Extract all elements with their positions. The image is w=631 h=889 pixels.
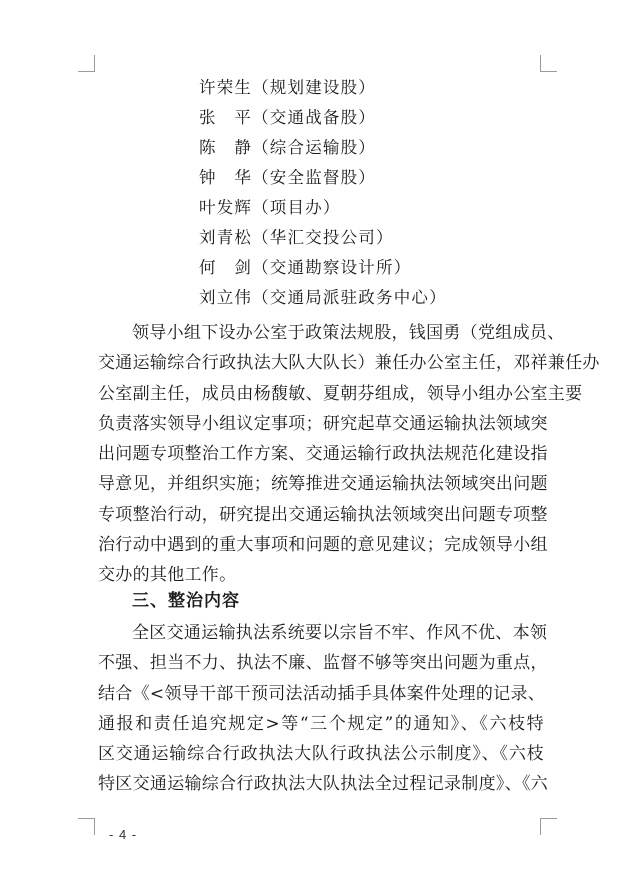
member-name: 许荣生 [199,78,253,97]
crop-mark-bottom-left [78,818,95,835]
paragraph-line: 交通运输综合行政执法大队大队长）兼任办公室主任，邓祥兼任办 [98,353,600,374]
paragraph-line: 结合《<领导干部干预司法活动插手具体案件处理的记录、 [98,683,546,704]
member-name: 叶发辉 [199,198,253,217]
member-dept: （交通局派驻政务中心） [252,288,447,307]
paragraph-line: 通报和责任追究规定>等“三个规定”的通知》、《六枝特 [98,713,544,734]
member-line [199,227,394,249]
paragraph-line: 区交通运输综合行政执法大队行政执法公示制度》、《六枝 [98,744,544,765]
member-dept: （交通战备股） [252,108,377,127]
member-line [199,107,376,129]
member-name: 何 剑 [199,258,253,277]
member-line [199,197,341,219]
member-dept: （项目办） [252,198,341,217]
office-paragraph [98,318,600,591]
crop-mark-top-right [540,55,557,72]
paragraph-line: 负责落实领导小组议定事项；研究起草交通运输执法领域突 [98,413,548,434]
content-paragraph [98,618,549,800]
member-dept: （安全监督股） [252,168,377,187]
member-name: 刘立伟 [199,288,253,307]
member-line [199,77,376,99]
paragraph-line: 治行动中遇到的重大事项和问题的意见建议；完成领导小组 [98,535,548,556]
member-line [199,257,411,279]
member-line [199,287,447,309]
member-line [199,167,376,189]
member-dept: （华汇交投公司） [252,228,394,247]
crop-mark-top-left [78,55,95,72]
paragraph-line: 导意见，并组织实施；统筹推进交通运输执法领域突出问题 [98,474,548,495]
paragraph-line: 领导小组下设办公室于政策法规股，钱国勇（党组成员、 [132,323,565,343]
paragraph-line: 全区交通运输执法系统要以宗旨不牢、作风不优、本领 [132,623,548,643]
member-dept: （交通勘察设计所） [252,258,412,277]
paragraph-line: 公室副主任，成员由杨馥敏、夏朝芬组成，领导小组办公室主要 [98,383,583,404]
member-name: 钟 华 [199,168,253,187]
paragraph-line: 不强、担当不力、执法不廉、监督不够等突出问题为重点， [98,653,548,674]
member-name: 陈 静 [199,138,253,157]
paragraph-line: 特区交通运输综合行政执法大队执法全过程记录制度》、《六 [98,774,549,795]
member-name: 张 平 [199,108,253,127]
paragraph-line: 交办的其他工作。 [98,565,237,586]
paragraph-line: 出问题专项整治工作方案、交通运输行政执法规范化建设指 [98,444,548,465]
paragraph-line: 专项整治行动，研究提出交通运输执法领域突出问题专项整 [98,504,548,525]
member-line [199,137,376,159]
member-dept: （综合运输股） [252,138,377,157]
member-name: 刘青松 [199,228,253,247]
crop-mark-bottom-right [540,818,557,835]
page-number: - 4 - [109,827,138,842]
section-heading: 三、整治内容 [132,591,240,611]
member-dept: （规划建设股） [252,78,377,97]
